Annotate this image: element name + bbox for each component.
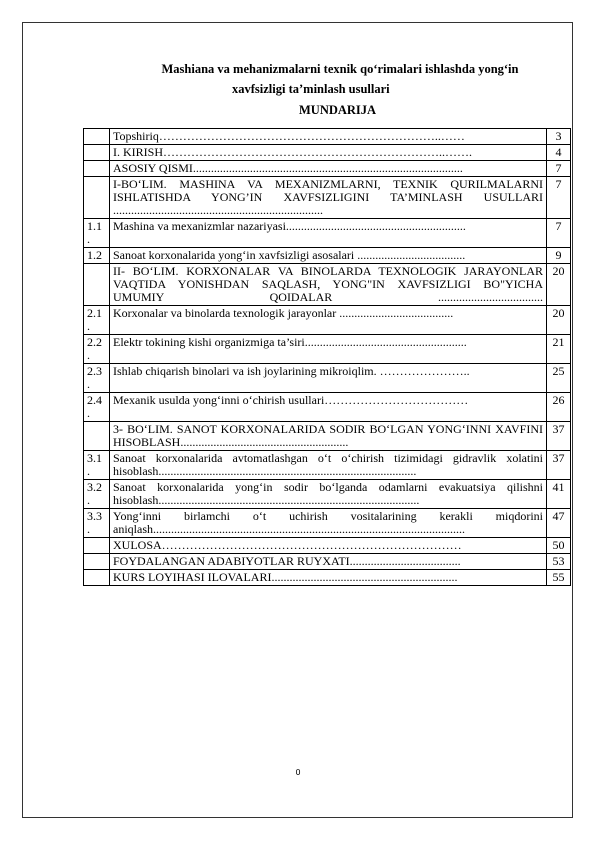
toc-page-number: 7 bbox=[547, 219, 571, 248]
toc-entry-title[interactable]: Sanoat korxonalarida yong‘in xavfsizligi asosalari .................................... bbox=[110, 248, 547, 264]
toc-section-number: 3.1 . bbox=[84, 451, 110, 480]
toc-section-number: 3.3 . bbox=[84, 509, 110, 538]
toc-row bbox=[84, 422, 571, 451]
toc-page-number: 55 bbox=[547, 570, 571, 586]
toc-section-number bbox=[84, 161, 110, 177]
toc-entry-title[interactable]: Korxonalar va binolarda texnologik jarayonlar ...................................... bbox=[110, 306, 547, 335]
toc-page-number: 20 bbox=[547, 264, 571, 306]
toc-page-number: 3 bbox=[547, 129, 571, 145]
toc-section-number bbox=[84, 538, 110, 554]
toc-section-number: 1.1 . bbox=[84, 219, 110, 248]
toc-row bbox=[84, 129, 571, 145]
toc-entry-title[interactable]: Yong‘inni birlamchi o‘t uchirish vositalarining kerakli miqdorini aniqlash........................................................................................................ bbox=[110, 509, 547, 538]
toc-page-number: 7 bbox=[547, 161, 571, 177]
toc-section-number bbox=[84, 554, 110, 570]
toc-row bbox=[84, 570, 571, 586]
toc-section-number: 2.1 . bbox=[84, 306, 110, 335]
toc-page-number: 50 bbox=[547, 538, 571, 554]
table-of-contents bbox=[83, 128, 571, 586]
document-title-line-1: Mashiana va mehanizmalarni texnik qo‘rimalari ishlashda yong‘in bbox=[161, 62, 519, 76]
toc-section-number: 2.3 . bbox=[84, 364, 110, 393]
toc-row bbox=[84, 248, 571, 264]
toc-entry-title[interactable]: Mashina va mexanizmlar nazariyasi............................................................ bbox=[110, 219, 547, 248]
toc-page-number: 9 bbox=[547, 248, 571, 264]
toc-section-number: 2.4 . bbox=[84, 393, 110, 422]
toc-entry-title[interactable]: FOYDALANGAN ADABIYOTLAR RUYXATI..................................... bbox=[110, 554, 547, 570]
toc-entry-title[interactable]: Mexanik usulda yong‘inni o‘chirish usullari……………………………… bbox=[110, 393, 547, 422]
toc-entry-title[interactable]: ASOSIY QISMI.......................................................................................... bbox=[110, 161, 547, 177]
toc-section-number bbox=[84, 177, 110, 219]
toc-row bbox=[84, 306, 571, 335]
toc-entry-title[interactable]: I. KIRISH……………………………………………………………..……. bbox=[110, 145, 547, 161]
toc-row bbox=[84, 509, 571, 538]
toc-section-number: 1.2 bbox=[84, 248, 110, 264]
toc-page-number: 20 bbox=[547, 306, 571, 335]
toc-entry-title[interactable]: I-BO‘LIM. MASHINA VA MEXANIZMLARNI, TEXNIK QURILMALARNI ISHLATISHDA YONG’IN XAVFSIZLIGINI TA’MINLASH USULLARI ...................................................................... bbox=[110, 177, 547, 219]
toc-page-number: 7 bbox=[547, 177, 571, 219]
toc-entry-title[interactable]: KURS LOYIHASI ILOVALARI.............................................................. bbox=[110, 570, 547, 586]
toc-page-number: 26 bbox=[547, 393, 571, 422]
toc-row bbox=[84, 177, 571, 219]
toc-row bbox=[84, 393, 571, 422]
toc-page-number: 37 bbox=[547, 451, 571, 480]
toc-page-number: 25 bbox=[547, 364, 571, 393]
toc-entry-title[interactable]: Ishlab chiqarish binolari va ish joylarining mikroiqlim. ………………….. bbox=[110, 364, 547, 393]
toc-section-number bbox=[84, 570, 110, 586]
toc-section-number: 3.2 . bbox=[84, 480, 110, 509]
toc-entry-title[interactable]: XULOSA………………………………………………………………… bbox=[110, 538, 547, 554]
page-number: 0 bbox=[295, 768, 301, 777]
toc-row bbox=[84, 554, 571, 570]
document-title-line-2-text: xavfsizligi ta’minlash usullari bbox=[232, 82, 390, 96]
toc-row bbox=[84, 364, 571, 393]
toc-row bbox=[84, 264, 571, 306]
toc-entry-title[interactable]: Topshiriq……………………………………………………………..…… bbox=[110, 129, 547, 145]
toc-row bbox=[84, 219, 571, 248]
toc-row bbox=[84, 145, 571, 161]
toc-row bbox=[84, 335, 571, 364]
toc-entry-title[interactable]: Sanoat korxonalarida yong‘in sodir bo‘lganda odamlarni evakuatsiya qilishni hisoblash....................................................................................... bbox=[110, 480, 547, 509]
toc-page-number: 21 bbox=[547, 335, 571, 364]
toc-page-number: 37 bbox=[547, 422, 571, 451]
toc-section-number bbox=[84, 145, 110, 161]
toc-entry-title[interactable]: 3- BO‘LIM. SANOT KORXONALARIDA SODIR BO‘LGAN YONG‘INNI XAVFINI HISOBLASH........................................................ bbox=[110, 422, 547, 451]
toc-section-number bbox=[84, 129, 110, 145]
toc-section-number: 2.2 . bbox=[84, 335, 110, 364]
toc-row bbox=[84, 161, 571, 177]
toc-page-number: 41 bbox=[547, 480, 571, 509]
toc-page-number: 47 bbox=[547, 509, 571, 538]
toc-page-number: 53 bbox=[547, 554, 571, 570]
contents-heading-text: MUNDARIJA bbox=[299, 103, 377, 117]
toc-section-number bbox=[84, 264, 110, 306]
toc-row bbox=[84, 480, 571, 509]
toc-entry-title[interactable]: Sanoat korxonalarida avtomatlashgan o‘t o‘chirish tizimidagi gidravlik xolatini hisoblash...................................................................................... bbox=[110, 451, 547, 480]
toc-row bbox=[84, 451, 571, 480]
toc-section-number bbox=[84, 422, 110, 451]
toc-entry-title[interactable]: Elektr tokining kishi organizmiga ta’siri...................................................... bbox=[110, 335, 547, 364]
toc-entry-title[interactable]: II- BO‘LIM. KORXONALAR VA BINOLARDA TEXNOLOGIK JARAYONLAR VAQTIDA YONISHDAN SAQLASH, YONG"IN XAVFSIZLIGI BO"YICHA UMUMIY QOIDALAR ................................... bbox=[110, 264, 547, 306]
toc-page-number: 4 bbox=[547, 145, 571, 161]
toc-row bbox=[84, 538, 571, 554]
